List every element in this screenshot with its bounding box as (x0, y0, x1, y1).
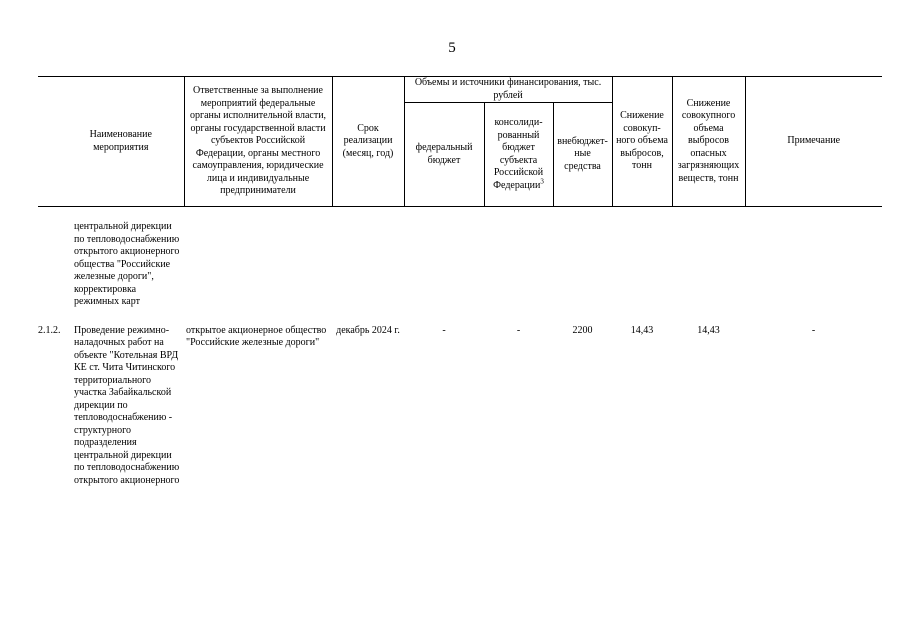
header-responsible: Ответственные за выполнение мероприятий федеральные органы исполнительной власти, органы государственной власти субъектов Российской Федерации, органы местного самоуправления, юридические лица и индивидуальные предприниматели (184, 77, 332, 207)
header-federal: федеральный бюджет (404, 103, 484, 207)
row-period: декабрь 2024 г. (336, 324, 400, 336)
page-number: 5 (448, 40, 456, 56)
header-note: Примечание (745, 77, 882, 207)
header-regional-sup: 3 (540, 177, 544, 186)
row-name: Проведение режимно-наладочных работ на объекте "Котельная ВРД КЕ ст. Чита Читинского территориального участка Забайкальской дирекции по тепловодоснабжению - структурного подразделения центральной дирекции по тепловодоснабжению открытого акционерного (74, 324, 180, 486)
table-row (38, 325, 882, 488)
row-emissions-hazard: 14,43 (697, 324, 720, 336)
row-regional (484, 207, 553, 325)
header-emissions-total: Снижение совокуп-ного объема выбросов, тонн (612, 77, 672, 207)
header-emissions-hazard: Снижение совокупного объема выбросов опасных загрязняющих веществ, тонн (672, 77, 745, 207)
row-regional: - (516, 324, 521, 336)
row-note (745, 207, 882, 325)
header-period: Срок реализации (месяц, год) (332, 77, 404, 207)
table-row (38, 207, 882, 325)
row-number: 2.1.2. (38, 324, 61, 336)
row-number (38, 207, 72, 325)
row-federal: - (442, 324, 446, 336)
row-federal (404, 207, 484, 325)
measures-table (38, 76, 882, 487)
row-emissions-total (612, 207, 672, 325)
header-regional (484, 103, 553, 207)
header-offbudget: внебюджет-ные средства (553, 103, 612, 207)
row-period (332, 207, 404, 325)
row-note: - (811, 324, 816, 336)
row-responsible (184, 207, 332, 325)
header-name: Наименование мероприятия (38, 77, 184, 207)
row-emissions-total: 14,43 (630, 324, 654, 336)
row-offbudget: 2200 (572, 324, 593, 336)
row-offbudget (553, 207, 612, 325)
row-responsible: открытое акционерное общество "Российские железные дороги" (186, 324, 327, 348)
row-name: центральной дирекции по тепловодоснабжению открытого акционерного общества "Российские железные дороги", корректировка режимных карт (74, 221, 180, 307)
header-finance: Объемы и источники финансирования, тыс. рублей (404, 77, 612, 103)
row-emissions-hazard (672, 207, 745, 325)
header-regional-text: консолиди-рованный бюджет субъекта Российской Федерации (493, 117, 544, 191)
